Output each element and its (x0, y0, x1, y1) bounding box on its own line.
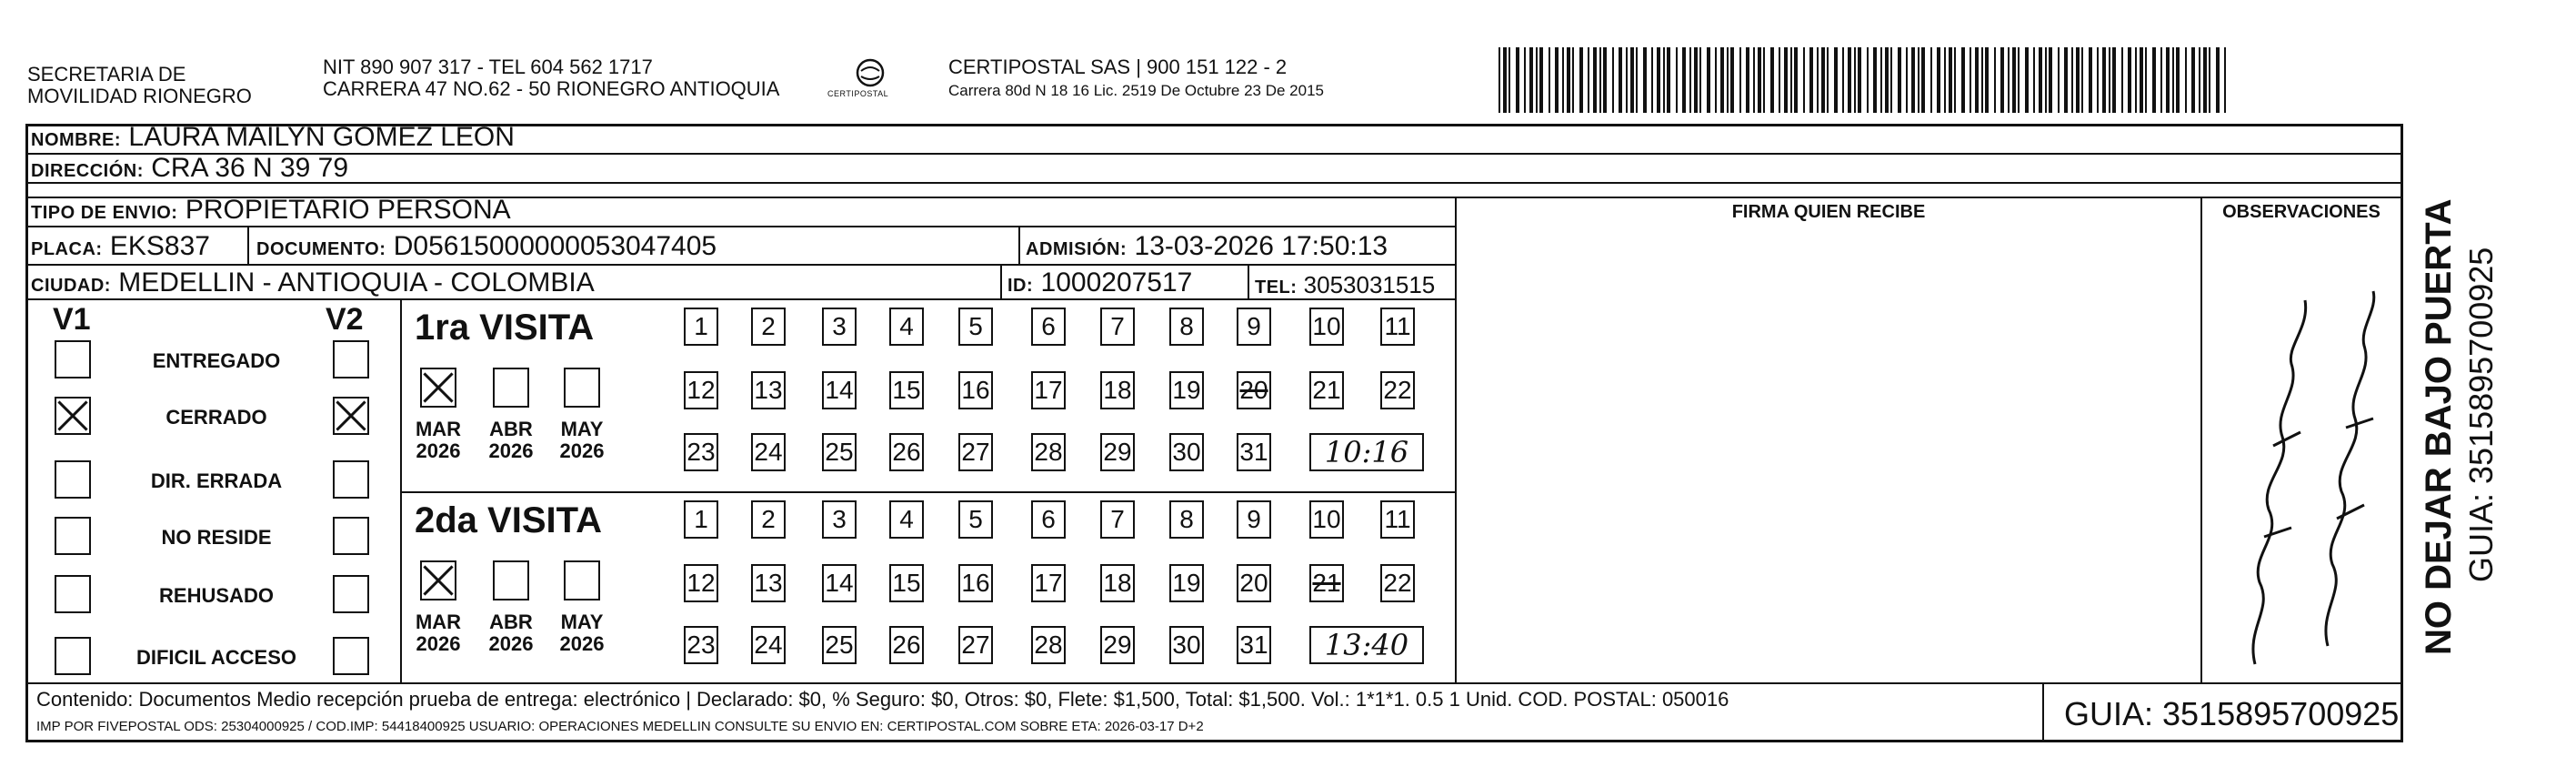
barcode-bar (1498, 47, 1500, 113)
placa-value: EKS837 (109, 231, 210, 261)
org-contact (323, 56, 779, 100)
v2-checkbox[interactable] (333, 637, 369, 675)
direccion-field (31, 153, 348, 187)
barcode-bar (1758, 47, 1761, 113)
id-field (1007, 267, 1192, 301)
barcode-bar (1985, 47, 1989, 113)
barcode-bar (1539, 47, 1543, 113)
barcode-bar (1636, 47, 1638, 113)
visit2-day-13[interactable]: 13 (751, 564, 786, 602)
status-label: ENTREGADO (152, 349, 281, 372)
barcode-bar (2102, 47, 2106, 113)
visit2-day-6[interactable]: 6 (1031, 500, 1066, 539)
barcode-bar (2172, 47, 2174, 113)
barcode-bar (1848, 47, 1851, 113)
footer-content: Contenido: Documentos Medio recepción prueba de entrega: electrónico | Declarado: $0, % Seguro: $0, Otros: $0, Flete: $1,500, Total: $1,500. Vol.: 1*1*1. 0.5 1 Unid. COD. POSTAL: 050016 (36, 688, 1729, 711)
barcode-bar (1921, 47, 1925, 113)
visit2-day-15[interactable]: 15 (889, 564, 924, 602)
barcode-bar (2064, 47, 2068, 113)
barcode-bar (1727, 47, 1729, 113)
org-line2: MOVILIDAD RIONEGRO (27, 85, 252, 107)
barcode-bar (1694, 47, 1698, 113)
footer-print-info: IMP POR FIVEPOSTAL ODS: 25304000925 / COD.IMP: 54418400925 USUARIO: OPERACIONES MEDELLIN CONSULTE SU ENVIO EN: CERTIPOSTAL.COM SOBRE ETA: 2026-03-17 D+2 (36, 719, 1204, 734)
barcode-bar (2176, 47, 2180, 113)
barcode-bar (1676, 47, 1678, 113)
v2-header: V2 (326, 302, 364, 337)
visit2-day-20[interactable]: 20 (1237, 564, 1271, 602)
tipo-label: TIPO DE ENVIO: (31, 203, 178, 223)
direccion-label: DIRECCIÓN: (31, 161, 144, 181)
barcode-bar (2199, 47, 2200, 113)
barcode-bar (1682, 47, 1686, 113)
barcode-bar (1529, 47, 1533, 113)
visit2-day-3[interactable]: 3 (822, 500, 857, 539)
barcode-bar (1842, 47, 1844, 113)
barcode-bar (1975, 47, 1979, 113)
visit1-day-15[interactable]: 15 (889, 371, 924, 409)
barcode-bar (1885, 47, 1889, 113)
visit1-day-26[interactable]: 26 (889, 433, 924, 471)
barcode-bar (1753, 47, 1755, 113)
barcode-bar (1619, 47, 1622, 113)
v2-checkbox[interactable] (333, 340, 369, 378)
v1-checkbox[interactable] (55, 637, 91, 675)
status-label: NO RESIDE (161, 526, 272, 549)
visit1-day-19[interactable]: 19 (1169, 371, 1204, 409)
barcode-bar (1663, 47, 1665, 113)
barcode-bar (1643, 47, 1647, 113)
visit2-day-14[interactable]: 14 (822, 564, 857, 602)
visit1-day-13[interactable]: 13 (751, 371, 786, 409)
status-label: REHUSADO (159, 584, 274, 607)
visit1-day-14[interactable]: 14 (822, 371, 857, 409)
visit1-day-17[interactable]: 17 (1031, 371, 1066, 409)
nit-line: NIT 890 907 317 - TEL 604 562 1717 (323, 56, 653, 78)
visit2-title: 2da VISITA (415, 500, 602, 540)
barcode-bar (2000, 47, 2004, 113)
barcode-bar (2203, 47, 2207, 113)
visit1-day-30[interactable]: 30 (1169, 433, 1204, 471)
barcode-bar (1784, 47, 1788, 113)
visit2-day-4[interactable]: 4 (889, 500, 924, 539)
visit1-day-11[interactable]: 11 (1380, 308, 1415, 346)
visit1-month-checkbox[interactable] (564, 368, 600, 408)
visit2-month-checkbox[interactable] (564, 560, 600, 600)
barcode-bar (1555, 47, 1559, 113)
visit1-month-checkbox[interactable] (493, 368, 529, 408)
col-line (1455, 197, 1457, 682)
barcode-bar (1858, 47, 1861, 113)
barcode-bar (1603, 47, 1607, 113)
placa-label: PLACA: (31, 239, 103, 259)
barcode-bar (2058, 47, 2060, 113)
direccion-value: CRA 36 N 39 79 (151, 153, 349, 183)
barcode-bar (1612, 47, 1614, 113)
visit1-day-27[interactable]: 27 (958, 433, 993, 471)
barcode-bar (1626, 47, 1628, 113)
barcode-bar (2097, 47, 2099, 113)
status-label: DIFICIL ACCESO (135, 646, 296, 669)
barcode-bar (2076, 47, 2080, 113)
barcode-bar (1854, 47, 1856, 113)
visit1-day-18[interactable]: 18 (1100, 371, 1135, 409)
barcode-bar (1970, 47, 1971, 113)
col-line (2042, 682, 2044, 742)
barcode-bar (1746, 47, 1749, 113)
visit1-day-16[interactable]: 16 (958, 371, 993, 409)
visit2-month-label: ABR 2026 (488, 610, 534, 655)
visit2-month-label: MAR 2026 (415, 610, 462, 655)
barcode-bar (1873, 47, 1877, 113)
visit1-month-label: MAY 2026 (559, 418, 605, 462)
org-line1: SECRETARIA DE (27, 63, 186, 86)
visit2-day-10[interactable]: 10 (1309, 500, 1344, 539)
logo-text: CERTIPOSTAL (827, 89, 889, 98)
col-line (247, 226, 249, 264)
visit2-day-5[interactable]: 5 (958, 500, 993, 539)
barcode-bar (2166, 47, 2170, 113)
barcode-bar (1630, 47, 1634, 113)
v1-checkbox[interactable] (55, 517, 91, 555)
visit1-day-6[interactable]: 6 (1031, 308, 1066, 346)
observaciones-header: OBSERVACIONES (2222, 202, 2381, 222)
barcode-bar (1918, 47, 1919, 113)
visit2-day-2[interactable]: 2 (751, 500, 786, 539)
company-info (948, 56, 1324, 100)
visit1-day-8[interactable]: 8 (1169, 308, 1204, 346)
barcode-bar (1809, 47, 1813, 113)
barcode-bar (2140, 47, 2143, 113)
row-line (25, 182, 2403, 184)
firma-header: FIRMA QUIEN RECIBE (1731, 202, 1926, 222)
visit1-day-25[interactable]: 25 (822, 433, 857, 471)
visit2-day-1[interactable]: 1 (684, 500, 718, 539)
visit-divider (400, 491, 1457, 493)
barcode-bar (1689, 47, 1691, 113)
tel-field (1255, 269, 1435, 303)
barcode-bar (1707, 47, 1710, 113)
side-guia: GUIA: 3515895700925 (2462, 247, 2500, 582)
footer-line (25, 682, 2403, 684)
barcode-bar (1821, 47, 1825, 113)
barcode-bar (2071, 47, 2073, 113)
visit1-day-7[interactable]: 7 (1100, 308, 1135, 346)
address-line: CARRERA 47 NO.62 - 50 RIONEGRO ANTIOQUIA (323, 77, 780, 100)
visit1-day-9[interactable]: 9 (1237, 308, 1271, 346)
barcode-bar (2012, 47, 2016, 113)
v2-checkbox[interactable] (333, 460, 369, 499)
visit2-day-23[interactable]: 23 (684, 626, 718, 664)
barcode-bar (1657, 47, 1660, 113)
barcode-bar (2152, 47, 2156, 113)
barcode-bar (1794, 47, 1798, 113)
barcode-bar (1937, 47, 1940, 113)
visit1-day-29[interactable]: 29 (1100, 433, 1135, 471)
col-line (1000, 264, 1002, 298)
barcode-bar (2185, 47, 2187, 113)
barcode-bar (2089, 47, 2092, 113)
barcode-bar (1739, 47, 1741, 113)
visit2-day-31[interactable]: 31 (1237, 626, 1271, 664)
barcode-bar (1817, 47, 1819, 113)
visit1-day-2[interactable]: 2 (751, 308, 786, 346)
visit1-day-24[interactable]: 24 (751, 433, 786, 471)
admision-value: 13-03-2026 17:50:13 (1134, 231, 1388, 261)
status-label: CERRADO (165, 406, 267, 429)
v1-checkbox[interactable] (55, 575, 91, 613)
visit2-day-19[interactable]: 19 (1169, 564, 1204, 602)
v1-header: V1 (53, 302, 91, 337)
barcode-bar (1667, 47, 1670, 113)
visit1-day-4[interactable]: 4 (889, 308, 924, 346)
placa-field (31, 231, 210, 265)
observaciones-handwriting (2219, 264, 2391, 673)
visit1-day-22[interactable]: 22 (1380, 371, 1415, 409)
barcode-bar (1898, 47, 1901, 113)
barcode-bar (1549, 47, 1550, 113)
visit1-time-box: 10:16 (1309, 433, 1424, 471)
barcode-bar (2216, 47, 2220, 113)
visit2-day-27[interactable]: 27 (958, 626, 993, 664)
visit2-day-24[interactable]: 24 (751, 626, 786, 664)
visit1-day-20[interactable]: 20 (1237, 371, 1271, 409)
barcode-bar (1516, 47, 1519, 113)
nombre-label: NOMBRE: (31, 130, 122, 150)
barcode-bar (2224, 47, 2226, 113)
admision-label: ADMISIÓN: (1026, 239, 1128, 259)
visit1-day-3[interactable]: 3 (822, 308, 857, 346)
v2-checkbox[interactable] (333, 517, 369, 555)
barcode-bar (1763, 47, 1765, 113)
barcode-bar (1790, 47, 1792, 113)
barcode-bar (1803, 47, 1805, 113)
nombre-value: LAURA MAILYN GOMEZ LEON (128, 122, 515, 152)
barcode-bar (1562, 47, 1564, 113)
v2-checkbox[interactable] (333, 397, 369, 435)
barcode-bar (1890, 47, 1892, 113)
visit2-day-16[interactable]: 16 (958, 564, 993, 602)
barcode-bar (1911, 47, 1915, 113)
barcode-bar (1651, 47, 1653, 113)
visit1-month-label: MAR 2026 (415, 418, 462, 462)
visit2-time-box: 13:40 (1309, 626, 1424, 664)
visit1-day-23[interactable]: 23 (684, 433, 718, 471)
barcode-bar (1954, 47, 1956, 113)
documento-field (256, 231, 717, 265)
barcode-bar (1593, 47, 1597, 113)
barcode-bar (1880, 47, 1882, 113)
barcode-bar (1699, 47, 1701, 113)
barcode-bar (2112, 47, 2116, 113)
barcode-bar (1536, 47, 1538, 113)
ciudad-value: MEDELLIN - ANTIOQUIA - COLOMBIA (118, 267, 595, 298)
barcode-bar (1961, 47, 1965, 113)
side-warning: NO DEJAR BAJO PUERTA (2419, 198, 2459, 655)
visit2-day-22[interactable]: 22 (1380, 564, 1415, 602)
visit2-day-28[interactable]: 28 (1031, 626, 1066, 664)
barcode-bar (1994, 47, 1996, 113)
barcode-bar (1834, 47, 1838, 113)
barcode-bar (1524, 47, 1526, 113)
barcode-bar (2045, 47, 2047, 113)
barcode-bar (1503, 47, 1507, 113)
v2-checkbox[interactable] (333, 575, 369, 613)
visit2-day-26[interactable]: 26 (889, 626, 924, 664)
company-line: CERTIPOSTAL SAS | 900 151 122 - 2 (948, 56, 1288, 78)
v1-checkbox[interactable] (55, 460, 91, 499)
visit2-month-checkbox[interactable] (493, 560, 529, 600)
v1-checkbox[interactable] (55, 340, 91, 378)
barcode-bar (2025, 47, 2029, 113)
barcode-bar (2039, 47, 2042, 113)
barcode-bar (1944, 47, 1946, 113)
certipostal-logo (832, 55, 914, 109)
visit1-title: 1ra VISITA (415, 308, 595, 348)
barcode-bar (2128, 47, 2131, 113)
barcode-bar (1572, 47, 1574, 113)
tel-value: 3053031515 (1303, 271, 1436, 298)
tipo-field (31, 195, 511, 228)
barcode-bar (1509, 47, 1510, 113)
barcode-bar (2033, 47, 2035, 113)
barcode-bar (2160, 47, 2162, 113)
barcode-bar (1930, 47, 1932, 113)
tel-label: TEL: (1255, 278, 1298, 298)
barcode-bar (1981, 47, 1983, 113)
barcode-bar (2109, 47, 2110, 113)
barcode-bar (1827, 47, 1829, 113)
barcode-bar (2209, 47, 2210, 113)
barcode-bar (1588, 47, 1589, 113)
visit1-day-12[interactable]: 12 (684, 371, 718, 409)
visit2-day-29[interactable]: 29 (1100, 626, 1135, 664)
id-value: 1000207517 (1040, 267, 1193, 298)
visit2-day-7[interactable]: 7 (1100, 500, 1135, 539)
visit1-day-5[interactable]: 5 (958, 308, 993, 346)
barcode-bar (1867, 47, 1869, 113)
visit2-day-8[interactable]: 8 (1169, 500, 1204, 539)
footer-guia: GUIA: 3515895700925 (2064, 695, 2400, 732)
barcode-bar (2191, 47, 2195, 113)
barcode-bar (1720, 47, 1724, 113)
barcode-bar (1906, 47, 1908, 113)
tipo-value: PROPIETARIO PERSONA (185, 195, 511, 225)
barcode-bar (2145, 47, 2147, 113)
ciudad-label: CIUDAD: (31, 276, 111, 296)
barcode-bar (2135, 47, 2137, 113)
barcode-bar (2049, 47, 2052, 113)
visit1-day-28[interactable]: 28 (1031, 433, 1066, 471)
barcode-bar (1599, 47, 1601, 113)
barcode-bar (1949, 47, 1952, 113)
documento-label: DOCUMENTO: (256, 239, 386, 259)
visit2-day-11[interactable]: 11 (1380, 500, 1415, 539)
status-label: DIR. ERRADA (150, 469, 283, 492)
visit1-day-21[interactable]: 21 (1309, 371, 1344, 409)
visit1-day-10[interactable]: 10 (1309, 308, 1344, 346)
barcode-bar (1579, 47, 1583, 113)
barcode-bar (2121, 47, 2123, 113)
visit2-month-checkbox[interactable] (420, 560, 456, 600)
visit1-month-checkbox[interactable] (420, 368, 456, 408)
barcode-bar (2018, 47, 2020, 113)
ciudad-field (31, 267, 595, 301)
visit1-month-label: ABR 2026 (488, 418, 534, 462)
visit1-day-31[interactable]: 31 (1237, 433, 1271, 471)
visit2-day-17[interactable]: 17 (1031, 564, 1066, 602)
id-label: ID: (1007, 276, 1034, 296)
col-line (2401, 155, 2402, 742)
nombre-field (31, 122, 515, 156)
col-line (1018, 226, 1020, 264)
barcode-bar (1779, 47, 1780, 113)
visit2-day-12[interactable]: 12 (684, 564, 718, 602)
barcode-bar (1770, 47, 1774, 113)
visit1-day-1[interactable]: 1 (684, 308, 718, 346)
barcode-bar (1567, 47, 1570, 113)
col-line (2200, 197, 2202, 682)
license-line: Carrera 80d N 18 16 Lic. 2519 De Octubre 23 De 2015 (948, 82, 1324, 99)
visit2-day-9[interactable]: 9 (1237, 500, 1271, 539)
visit2-day-21[interactable]: 21 (1309, 564, 1344, 602)
barcode-bar (2008, 47, 2010, 113)
visit2-month-label: MAY 2026 (559, 610, 605, 655)
visit2-day-18[interactable]: 18 (1100, 564, 1135, 602)
documento-value: D05615000000053047405 (393, 231, 717, 261)
barcode-bar (1715, 47, 1717, 113)
barcode-bar (2081, 47, 2083, 113)
barcode (1498, 47, 2228, 113)
v1-checkbox[interactable] (55, 397, 91, 435)
admision-field (1026, 231, 1388, 265)
visit2-day-30[interactable]: 30 (1169, 626, 1204, 664)
org-name (27, 64, 252, 107)
visit2-day-25[interactable]: 25 (822, 626, 857, 664)
col-line (1248, 264, 1249, 298)
barcode-bar (1730, 47, 1734, 113)
